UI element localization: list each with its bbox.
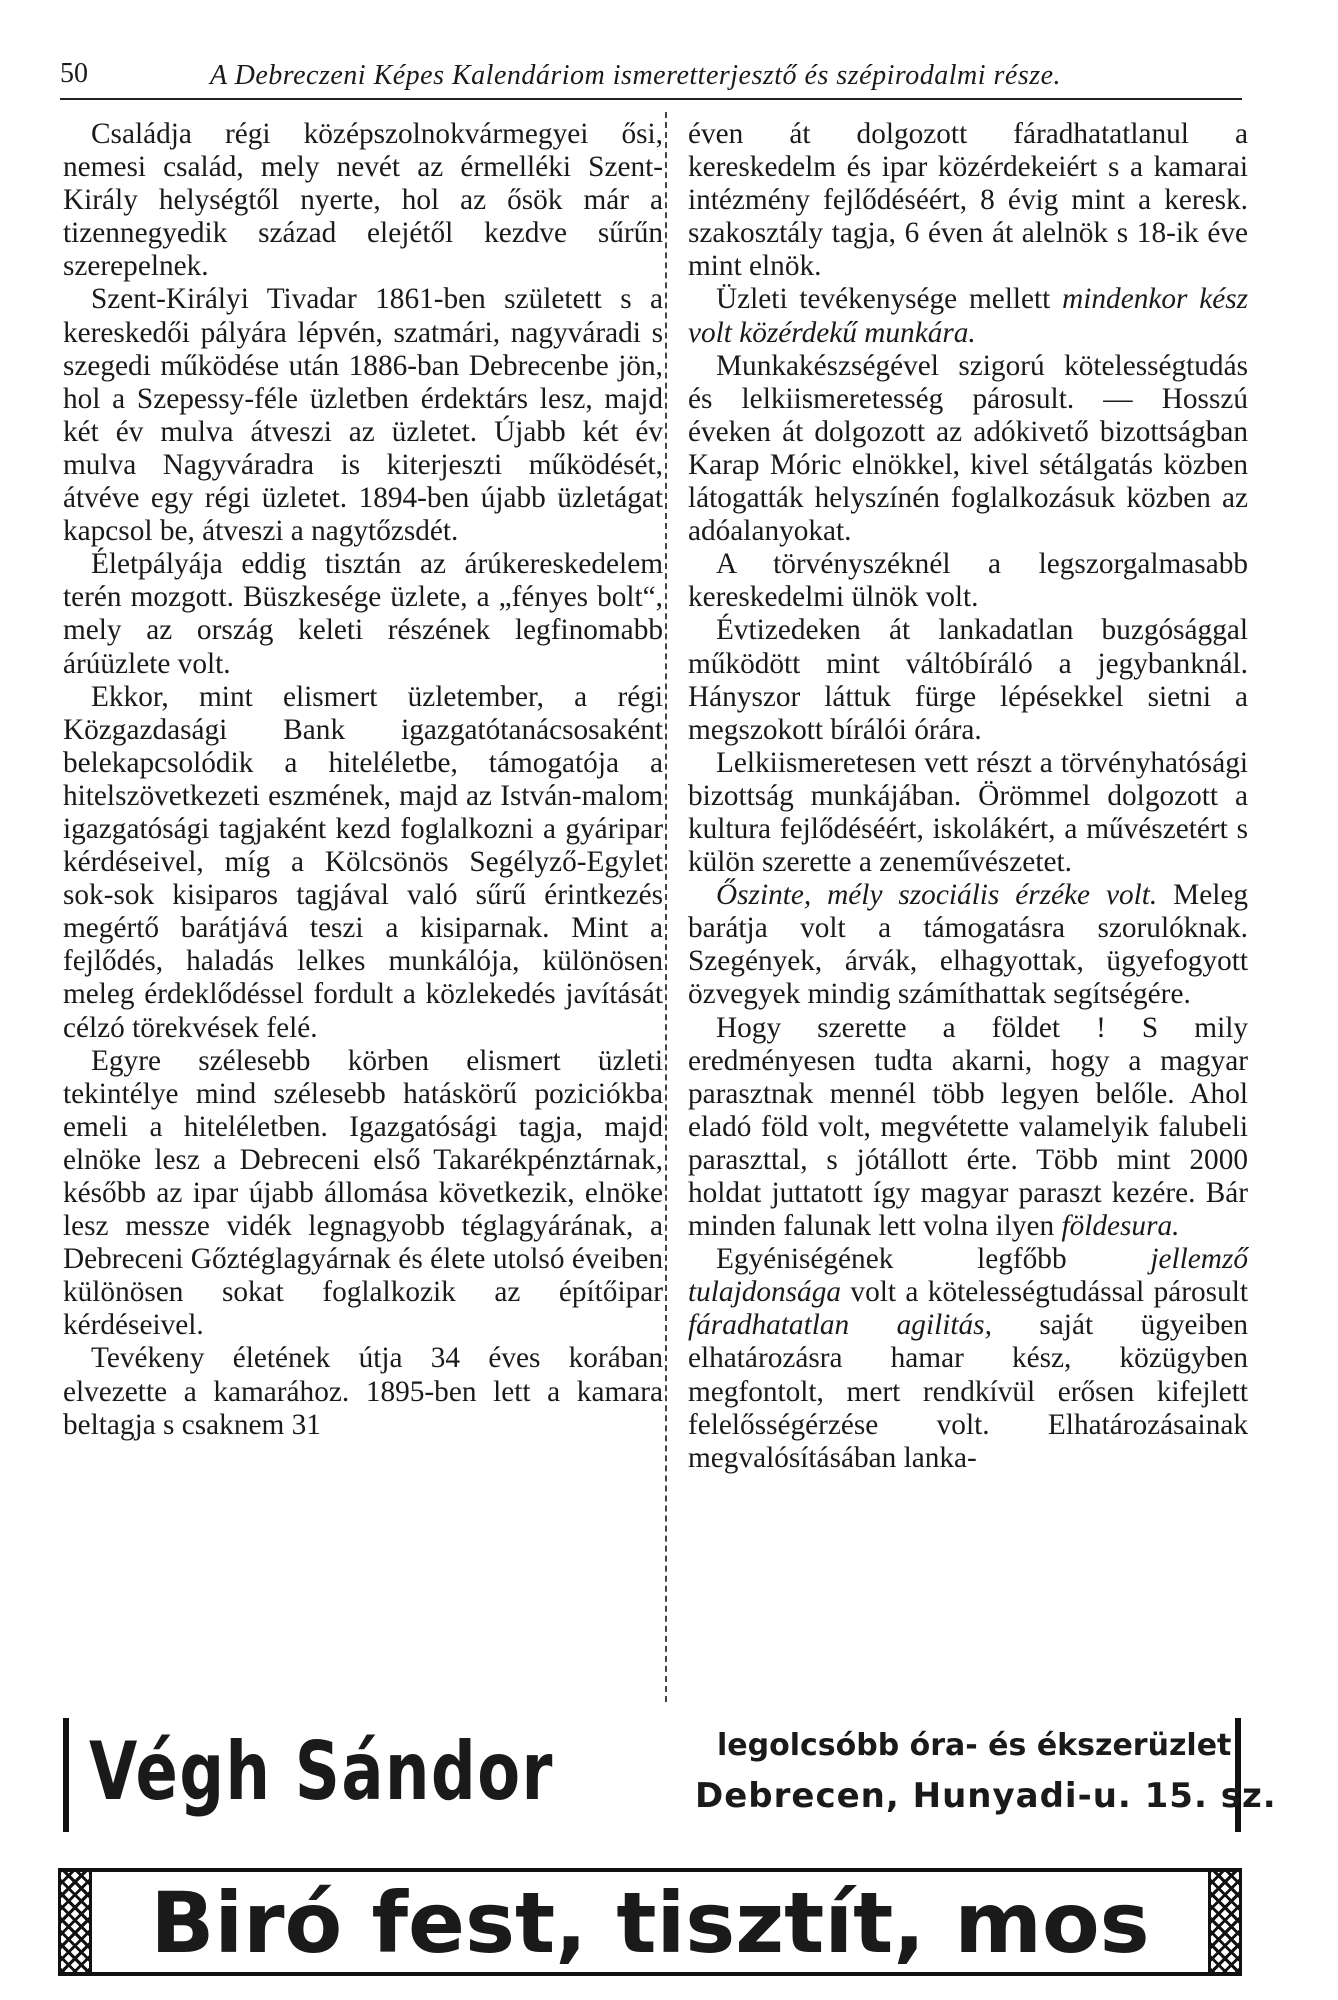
paragraph	[688, 1243, 1248, 1475]
header-rule	[60, 98, 1242, 100]
text-run: volt a kötelességtudással párosult	[850, 1276, 1248, 1309]
paragraph: Munkakészségével szigorú kötelességtudás és lelkiismeretesség párosult. — Hosszú éveken át dolgozott az adókivető bizottságban Karap Móric elnökkel, kivel sétálgatás közben látogatták helyszínén foglalkozásuk közben az adóalanyokat.	[688, 349, 1248, 548]
text-run: saját ügyeiben elhatározásra hamar kész, közügyben megfontolt, mert rendkívül erősen kifejlett felelősségérzése volt. Elhatározásainak megvalósításában lanka-	[688, 1309, 1248, 1474]
ad-slogan: Biró fest, tisztít, mos	[150, 1874, 1150, 1972]
paragraph: Szent-Királyi Tivadar 1861-ben született s a kereskedői pályára lépvén, szatmári, nagyváradi s szegedi működése után 1886-ban Debrecenbe jön, hol a Szepessy-féle üzletben érdektárs lesz, majd két év mulva átveszi az üzletet. Újabb két év mulva Nagyváradra is kiterjeszti működését, átvéve egy régi üzletet. 1894-ben újabb üzletágat kapcsol be, átveszi a nagytőzsdét.	[63, 283, 663, 548]
running-head: A Debreczeni Képes Kalendáriom ismeretterjesztő és szépirodalmi része.	[210, 60, 1062, 91]
paragraph: Ekkor, mint elismert üzletember, a régi Közgazdasági Bank igazgatótanácsosaként belekapcsolódik a hiteléletbe, támogatója a hitelszövetkezeti eszmének, majd az István-malom igazgatósági tagjaként kezd foglalkozni a gyáripar kérdéseivel, míg a Kölcsönös Segélyző-Egylet sok-sok kisiparos tagjával való sűrű érintkezés megértő barátjává teszi a kisiparnak. Mint a fejlődés, haladás lelkes munkálója, különösen meleg érdeklődéssel fordult a közlekedés javítását célzó törekvések felé.	[63, 680, 663, 1044]
emphasis-text: fáradhatatlan agilitás,	[688, 1309, 992, 1342]
paragraph: Egyre szélesebb körben elismert üzleti tekintélye mind szélesebb hatáskörű poziciókba emeli a hiteléletben. Igazgatósági tagja, majd elnöke lesz a Debreceni első Takarékpénztárnak, később az ipar újabb állomása következik, elnöke lesz messze vidék legnagyobb téglagyárának, a Debreceni Gőztéglagyárnak és élete utolsó éveiben különösen sokat foglalkozik az építőipar kérdéseivel.	[63, 1044, 663, 1342]
text-run: Üzleti tevékenysége mellett	[716, 283, 1051, 316]
paragraph: éven át dolgozott fáradhatatlanul a kereskedelm és ipar közérdekeiért s a kamarai intézmény fejlődéséért, 8 évig mint a keresk. szakosztály tagja, 6 éven át alelnök s 18-ik éve mint elnök.	[688, 118, 1248, 283]
paragraph: Tevékeny életének útja 34 éves korában elvezette a kamarához. 1895-ben lett a kamara beltagja s csaknem 31	[63, 1342, 663, 1441]
advertisement-biro	[58, 1868, 1242, 1976]
emphasis-text: Őszinte, mély szociális érzéke volt.	[716, 879, 1158, 912]
paragraph: Évtizedeken át lankadatlan buzgósággal működött mint váltóbíráló a jegybanknál. Hányszor láttuk fürge lépésekkel sietni a megszokott bírálói órára.	[688, 614, 1248, 746]
right-column	[688, 118, 1248, 1475]
paragraph: Életpályája eddig tisztán az árúkereskedelem terén mozgott. Büszkesége üzlete, a „fényes bolt“, mely az ország keleti részének legfinomabb árúüzlete volt.	[63, 548, 663, 680]
advertisement-vegh-sandor	[63, 1718, 1277, 1832]
left-column	[63, 118, 663, 1442]
paragraph: Lelkiismeretesen vett részt a törvényhatósági bizottság munkájában. Örömmel dolgozott a kultura fejlődéséért, iskolákért, a művészetért s külön szerette a zeneművészetet.	[688, 746, 1248, 879]
paragraph: A törvényszéknél a legszorgalmasabb kereskedelmi ülnök volt.	[688, 548, 1248, 614]
ornament-border-icon	[1208, 1872, 1242, 1972]
paragraph: Családja régi középszolnokvármegyei ősi, nemesi család, mely nevét az érmelléki Szent-Király helységtől nyerte, hol az ősök már a tizennegyedik század elejétől kezdve sűrűn szerepelnek.	[63, 118, 663, 283]
text-run: Egyéniségének legfőbb	[716, 1243, 1067, 1276]
emphasis-text: mindenkor kész volt közérdekű munkára.	[688, 283, 1249, 349]
page-number: 50	[60, 58, 88, 89]
ad-description: legolcsóbb óra- és ékszerüzlet	[717, 1728, 1232, 1763]
ad-business-name: Végh Sándor	[89, 1725, 554, 1818]
text-run: Hogy szerette a földet ! S mily eredményesen tudta akarni, hogy a magyar parasztnak mennél több legyen belőle. Ahol eladó föld volt, megvétette valamelyik falubeli paraszttal, s jótállott érte. Több mint 2000 holdat juttatott így magyar paraszt kezére. Bár minden falunak lett volna ilyen	[688, 1011, 1248, 1243]
page-header	[60, 52, 1240, 96]
paragraph	[688, 1012, 1248, 1244]
emphasis-text: jellemző tulajdonsága	[688, 1243, 1248, 1309]
paragraph	[688, 879, 1248, 1011]
ad-address: Debrecen, Hunyadi-u. 15. sz.	[695, 1776, 1277, 1816]
emphasis-text: földesura.	[1061, 1210, 1180, 1243]
ornament-border-icon	[58, 1872, 92, 1972]
paragraph	[688, 283, 1248, 349]
text-run: Meleg barátja volt a támogatásra szorulóknak. Szegények, árvák, elhagyottak, ügyefogyott özvegyek mindig számíthattak segítségére.	[688, 879, 1249, 1011]
column-divider	[665, 112, 667, 1702]
